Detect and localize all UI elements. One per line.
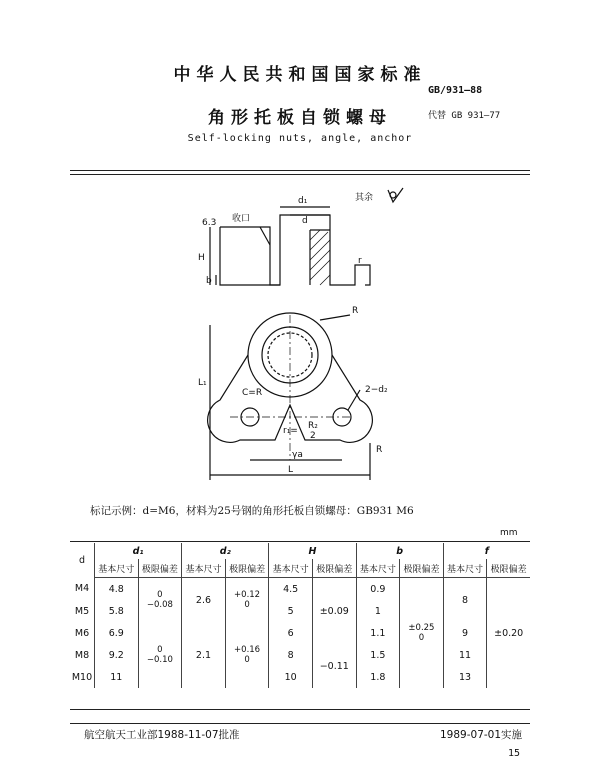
replaces-standard: 代替 GB 931—77 [428,111,501,121]
label-b: b [206,276,212,286]
label-d: d [302,216,308,226]
label-L: L [288,465,294,475]
sub-dev: 极限偏差 [225,559,269,578]
table-row [70,578,530,601]
dimension-table [70,543,530,688]
cell-f: 9 [443,622,487,644]
cell-H: 6 [269,622,313,644]
standard-number: GB/931—88 [428,85,483,96]
label-ya: γa [292,450,303,460]
english-title: Self-locking nuts, angle, anchor [187,133,413,144]
label-2: 2 [310,431,316,441]
label-shoukou: 收口 [232,214,251,224]
sub-basic: 基本尺寸 [356,559,400,578]
cell-H: 5 [269,600,313,622]
label-d1: d₁ [298,196,308,206]
cell-b-dev: ±0.25 0 [400,578,444,689]
cell-d: M6 [74,627,90,639]
table-top-rule [70,541,530,542]
label-L1: L₁ [198,378,207,388]
group-f: f [443,543,530,559]
sub-basic: 基本尺寸 [95,559,139,578]
sub-dev: 极限偏差 [138,559,182,578]
label-r1: r₁= [283,426,298,436]
approval-date: 航空航天工业部1988-11-07批准 [84,729,240,741]
cell-d1: 6.9 [95,622,139,644]
cell-d: M8 [74,649,90,661]
col-d-header: d [78,554,86,566]
table-bottom-rule [70,709,530,710]
sub-dev: 极限偏差 [312,559,356,578]
label-r: r [358,256,362,266]
group-d1: d₁ [95,543,182,559]
sub-dev: 极限偏差 [487,559,530,578]
cell-d: M4 [74,583,90,595]
sub-basic: 基本尺寸 [443,559,487,578]
cell-d1-dev: 0 −0.10 [138,622,182,688]
cell-b: 1.8 [356,666,400,688]
cell-d1: 4.8 [95,578,139,601]
cell-f-dev: ±0.20 [487,578,530,689]
cell-d2: 2.1 [182,622,226,688]
cell-b: 1.5 [356,644,400,666]
unit-label: mm [500,528,518,538]
label-6-3: 6.3 [202,218,217,228]
label-H: H [198,253,205,263]
group-H: H [269,543,356,559]
group-d2: d₂ [182,543,269,559]
cell-d1: 9.2 [95,644,139,666]
cell-d2: 2.6 [182,578,226,623]
cell-d: M5 [74,605,90,617]
label-R-top: R [352,306,359,316]
cell-d1-dev: 0 −0.08 [138,578,182,623]
footer-rule [70,723,530,724]
label-R-bottom: R [376,445,383,455]
header-rule-2 [70,174,530,175]
document-title: 角形托板自锁螺母 [208,108,392,128]
cell-d1: 11 [95,666,139,688]
effective-date: 1989-07-01实施 [440,729,523,741]
cell-f: 13 [443,666,487,688]
roughness-label: 其余 [355,193,374,203]
technical-drawing [180,185,410,485]
cell-H-dev: ±0.09 [312,578,356,645]
sub-basic: 基本尺寸 [182,559,226,578]
sub-basic: 基本尺寸 [269,559,313,578]
group-b: b [356,543,443,559]
page-number: 15 [508,748,521,759]
cell-f: 11 [443,644,487,666]
label-2d2: 2−d₂ [365,385,388,395]
cell-d2-dev: +0.12 0 [225,578,269,623]
cell-H: 10 [269,666,313,688]
label-CR: C=R [242,388,263,398]
cell-b: 0.9 [356,578,400,601]
cell-H: 8 [269,644,313,666]
national-standard-heading: 中华人民共和国国家标准 [173,65,427,85]
sub-dev: 极限偏差 [400,559,444,578]
cell-H-dev: −0.11 [312,644,356,688]
cell-d1: 5.8 [95,600,139,622]
cell-f: 8 [443,578,487,623]
header-rule [70,170,530,171]
cell-b: 1 [356,600,400,622]
marking-example: 标记示例：d=M6，材料为25号钢的角形托板自锁螺母：GB931 M6 [90,505,414,517]
cell-d2-dev: +0.16 0 [225,622,269,688]
table-row [70,622,530,644]
cell-b: 1.1 [356,622,400,644]
cell-d: M10 [71,671,93,683]
label-R2: R₂ [308,421,318,431]
cell-H: 4.5 [269,578,313,601]
